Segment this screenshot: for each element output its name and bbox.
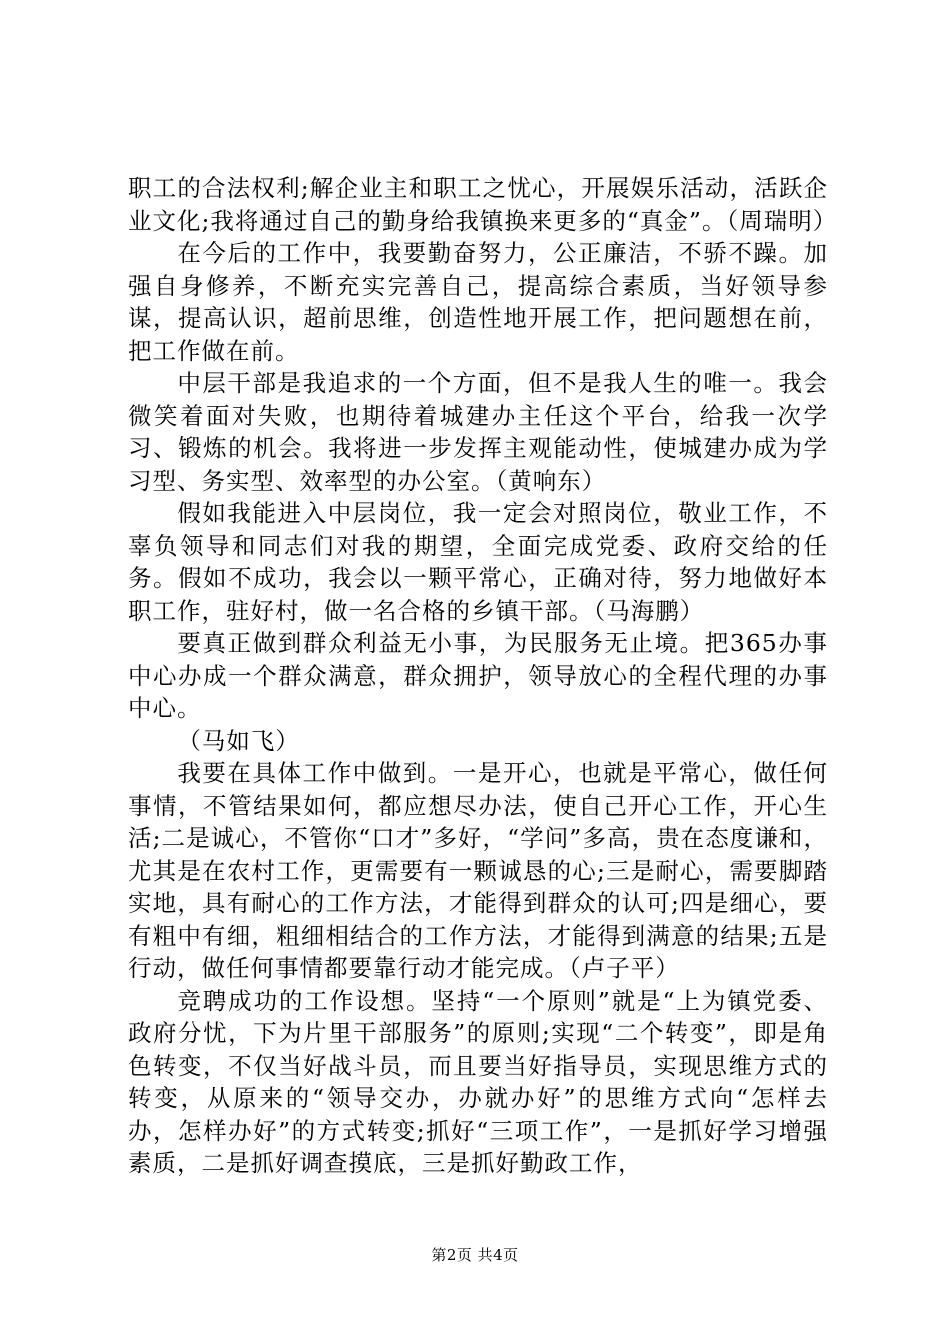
paragraph-4: 假如我能进入中层岗位，我一定会对照岗位，敬业工作，不辜负领导和同志们对我的期望，全面完成党委、政府交给的任务。假如不成功，我会以一颗平常心，正确对待，努力地做好本职工作，驻好村，做一名合格的乡镇干部。（马海鹏）: [128, 499, 828, 625]
paragraph-1: 职工的合法权利;解企业主和职工之忧心，开展娱乐活动，活跃企业文化;我将通过自己的勤身给我镇换来更多的“真金”。（周瑞明）: [128, 174, 838, 235]
paragraph-2: 在今后的工作中，我要勤奋努力，公正廉洁，不骄不躁。加强自身修养，不断充实完善自己，提高综合素质，当好领导参谋，提高认识，超前思维，创造性地开展工作，把问题想在前，把工作做在前。: [128, 239, 828, 365]
signature-line: （马如飞）: [177, 726, 300, 755]
document-body: [128, 172, 838, 1180]
paragraph-5: 要真正做到群众利益无小事，为民服务无止境。把365办事中心办成一个群众满意，群众拥护，领导放心的全程代理的办事中心。: [128, 629, 828, 722]
paragraph-3: 中层干部是我追求的一个方面，但不是我人生的唯一。我会微笑着面对失败，也期待着城建办主任这个平台，给我一次学习、锻炼的机会。我将进一步发挥主观能动性，使城建办成为学习型、务实型、效率型的办公室。（黄响东）: [128, 369, 828, 495]
paragraph-7: 竞聘成功的工作设想。坚持“一个原则”就是“上为镇党委、政府分忧，下为片里干部服务”的原则;实现“二个转变”，即是角色转变，不仅当好战斗员，而且要当好指导员，实现思维方式的转变，从原来的“领导交办，办就办好”的思维方式向“怎样去办，怎样办好”的方式转变;抓好“三项工作”，一是抓好学习增强素质，二是抓好调查摸底，三是抓好勤政工作，: [128, 986, 828, 1177]
page-footer: 第2页 共4页: [431, 1246, 519, 1264]
paragraph-6: 我要在具体工作中做到。一是开心，也就是平常心，做任何事情，不管结果如何，都应想尽办法，使自己开心工作，开心生活;二是诚心，不管你“口才”多好，“学问”多高，贵在态度谦和，尤其是在农村工作，更需要有一颗诚恳的心;三是耐心，需要脚踏实地，具有耐心的工作方法，才能得到群众的认可;四是细心，要有粗中有细，粗细相结合的工作方法，才能得到满意的结果;五是行动，做任何事情都要靠行动才能完成。（卢子平）: [128, 759, 828, 982]
